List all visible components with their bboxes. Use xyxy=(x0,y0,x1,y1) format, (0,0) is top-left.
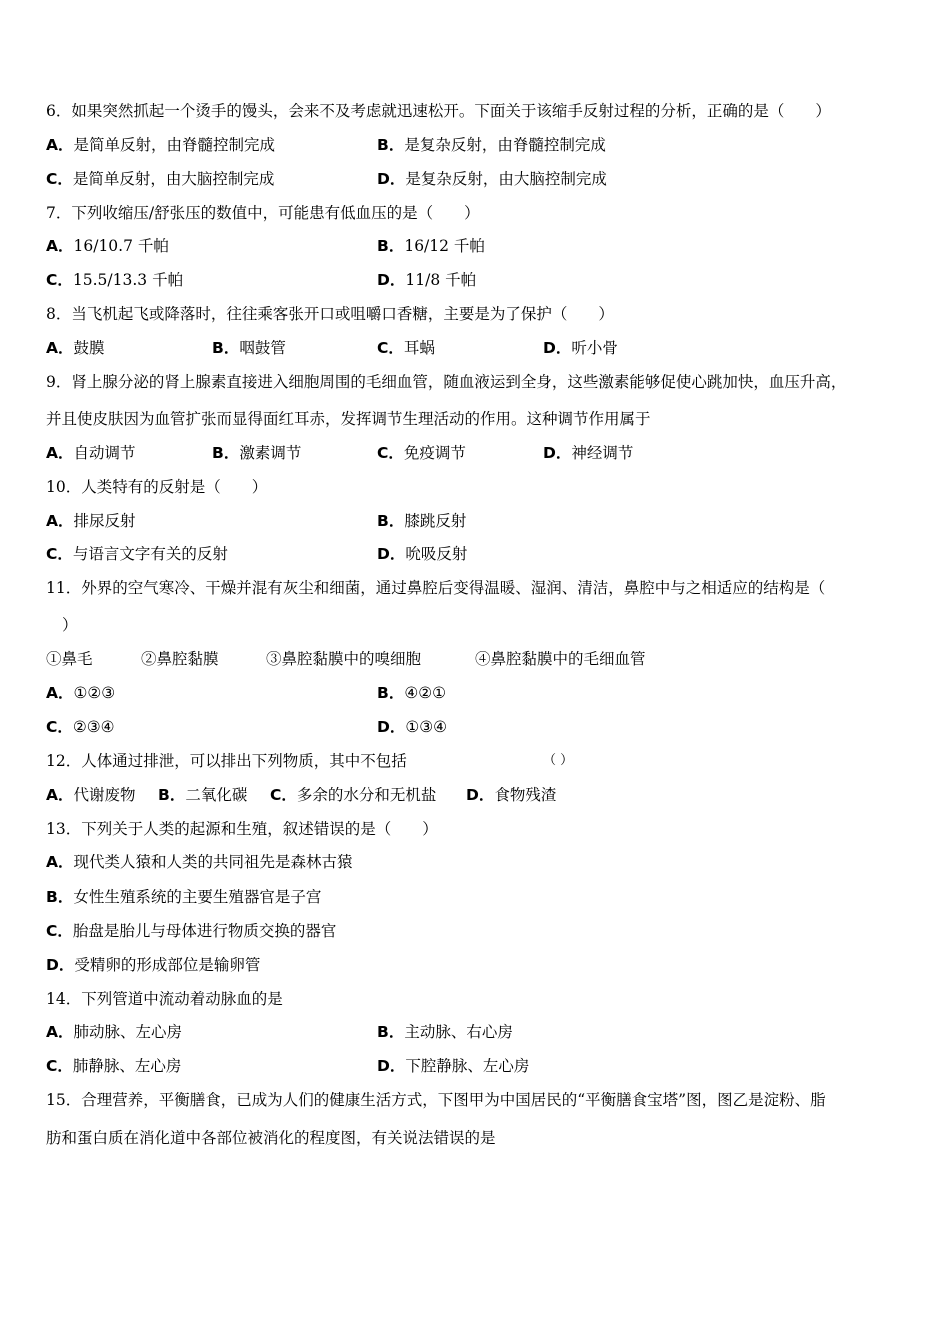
option-d xyxy=(377,1055,529,1077)
question-12-stem xyxy=(46,750,910,772)
option-a xyxy=(46,682,115,704)
question-11-items xyxy=(46,648,910,670)
option-letter: C． xyxy=(377,339,404,357)
option-text: 女性生殖系统的主要生殖器官是子宫 xyxy=(73,888,322,906)
option-letter: D． xyxy=(377,545,406,563)
option-letter: D． xyxy=(46,956,75,974)
option-letter: B． xyxy=(212,339,240,357)
option-text: 二氧化碳 xyxy=(185,786,248,804)
question-text: 7．下列收缩压/舒张压的数值中，可能患有低血压的是（ ） xyxy=(46,204,480,222)
question-text: 肪和蛋白质在消化道中各部位被消化的程度图，有关说法错误的是 xyxy=(46,1129,496,1147)
option-text: 是简单反射，由脊髓控制完成 xyxy=(73,136,276,154)
option-c xyxy=(46,269,183,291)
option-letter: A． xyxy=(46,853,74,871)
option-text: 耳蜗 xyxy=(403,339,435,357)
question-text: 15．合理营养，平衡膳食，已成为人们的健康生活方式，下图甲为中国居民的“平衡膳食宝塔”图，图乙是淀粉、脂 xyxy=(46,1091,826,1109)
option-text: 15.5/13.3 千帕 xyxy=(72,271,184,289)
option-letter: C． xyxy=(46,718,73,736)
option-letter: C． xyxy=(377,444,404,462)
option-letter: A． xyxy=(46,339,74,357)
question-15-stem-cont xyxy=(46,1127,910,1149)
option-text: 胎盘是胎儿与母体进行物质交换的器官 xyxy=(72,922,337,940)
option-text: 鼓膜 xyxy=(73,339,105,357)
question-11-options-row-1 xyxy=(46,682,910,704)
question-13-option-b xyxy=(46,886,910,908)
option-text: 咽鼓管 xyxy=(239,339,286,357)
option-b xyxy=(377,235,485,257)
option-letter: D． xyxy=(377,271,406,289)
option-a xyxy=(46,1021,182,1043)
option-c xyxy=(270,784,436,806)
option-d xyxy=(377,716,447,738)
option-text: 是简单反射，由大脑控制完成 xyxy=(72,170,275,188)
option-letter: B． xyxy=(212,444,240,462)
question-text: 6．如果突然抓起一个烫手的馒头，会来不及考虑就迅速松开。下面关于该缩手反射过程的分析，正确的是（ ） xyxy=(46,102,831,120)
option-b xyxy=(158,784,247,806)
option-letter: D． xyxy=(466,786,495,804)
option-letter: D． xyxy=(377,170,406,188)
option-letter: C． xyxy=(46,922,73,940)
option-c xyxy=(377,337,435,359)
option-b xyxy=(377,134,606,156)
option-b xyxy=(212,442,301,464)
question-10-options-row-2 xyxy=(46,543,910,565)
question-15-stem xyxy=(46,1089,910,1111)
option-text: ①②③ xyxy=(73,684,116,702)
question-7-options-row-2 xyxy=(46,269,910,291)
option-letter: C． xyxy=(270,786,297,804)
option-letter: A． xyxy=(46,512,74,530)
option-text: ②③④ xyxy=(72,718,115,736)
option-letter: D． xyxy=(377,718,406,736)
option-text: 与语言文字有关的反射 xyxy=(72,545,228,563)
option-a xyxy=(46,235,169,257)
question-text: 12．人体通过排泄，可以排出下列物质，其中不包括 xyxy=(46,752,407,770)
question-text: 9．肾上腺分泌的肾上腺素直接进入细胞周围的毛细血管，随血液运到全身，这些激素能够促使心跳加快，血压升高， xyxy=(46,373,847,391)
item-3: ③鼻腔黏膜中的嗅细胞 xyxy=(266,650,422,668)
option-d xyxy=(543,337,618,359)
option-d xyxy=(377,269,476,291)
option-letter: B． xyxy=(377,136,405,154)
option-b xyxy=(377,1021,513,1043)
option-a xyxy=(46,134,275,156)
option-c xyxy=(46,716,115,738)
question-13-option-c xyxy=(46,920,910,942)
option-text: 食物残渣 xyxy=(494,786,557,804)
option-a xyxy=(46,784,136,806)
question-13-option-a xyxy=(46,851,910,873)
question-12-options-row xyxy=(46,784,910,806)
question-text: ） xyxy=(62,616,78,634)
option-letter: B． xyxy=(377,237,405,255)
option-text: 膝跳反射 xyxy=(404,512,467,530)
option-text: 肺静脉、左心房 xyxy=(72,1057,182,1075)
question-11-options-row-2 xyxy=(46,716,910,738)
option-letter: A． xyxy=(46,444,74,462)
question-6-options-row-1 xyxy=(46,134,910,156)
option-letter: D． xyxy=(543,444,572,462)
option-text: 主动脉、右心房 xyxy=(404,1023,513,1041)
option-letter: A． xyxy=(46,684,74,702)
option-text: 排尿反射 xyxy=(73,512,136,530)
option-text: 是复杂反射，由脊髓控制完成 xyxy=(404,136,606,154)
option-letter: B． xyxy=(377,512,405,530)
option-text: 肺动脉、左心房 xyxy=(73,1023,183,1041)
question-7-stem xyxy=(46,202,910,224)
option-b xyxy=(212,337,286,359)
question-9-options-row xyxy=(46,442,910,464)
option-a xyxy=(46,337,105,359)
option-text: 现代类人猿和人类的共同祖先是森林古猿 xyxy=(73,853,353,871)
option-letter: B． xyxy=(377,684,405,702)
option-text: ①③④ xyxy=(405,718,448,736)
question-text: 11．外界的空气寒冷、干燥并混有灰尘和细菌，通过鼻腔后变得温暖、湿润、清洁，鼻腔中与之相适应的结构是（ xyxy=(46,579,826,597)
option-c xyxy=(46,1055,181,1077)
option-text: 吮吸反射 xyxy=(405,545,468,563)
question-13-stem xyxy=(46,818,910,840)
option-text: 受精卵的形成部位是输卵管 xyxy=(74,956,261,974)
question-7-options-row-1 xyxy=(46,235,910,257)
option-letter: A． xyxy=(46,136,74,154)
question-text: 14．下列管道中流动着动脉血的是 xyxy=(46,990,283,1008)
option-text: ④②① xyxy=(404,684,447,702)
option-d xyxy=(377,543,467,565)
question-14-options-row-1 xyxy=(46,1021,910,1043)
answer-paren: （ ） xyxy=(543,753,574,768)
option-text: 免疫调节 xyxy=(403,444,466,462)
item-4: ④鼻腔黏膜中的毛细血管 xyxy=(475,650,646,668)
question-text: 8．当飞机起飞或降落时，往往乘客张开口或咀嚼口香糖，主要是为了保护（ ） xyxy=(46,305,614,323)
question-10-options-row-1 xyxy=(46,510,910,532)
question-14-stem xyxy=(46,988,910,1010)
question-8-options-row xyxy=(46,337,910,359)
option-text: 代谢废物 xyxy=(73,786,136,804)
option-text: 16/12 千帕 xyxy=(404,237,485,255)
question-10-stem xyxy=(46,476,910,498)
option-text: 下腔静脉、左心房 xyxy=(405,1057,530,1075)
question-text: 10．人类特有的反射是（ ） xyxy=(46,478,268,496)
option-letter: C． xyxy=(46,271,73,289)
option-text: 16/10.7 千帕 xyxy=(73,237,169,255)
question-11-stem-cont xyxy=(62,614,910,636)
option-a xyxy=(46,442,136,464)
question-13-option-d xyxy=(46,954,910,976)
option-letter: A． xyxy=(46,786,74,804)
question-9-stem xyxy=(46,371,910,393)
option-letter: B． xyxy=(46,888,74,906)
option-letter: C． xyxy=(46,545,73,563)
option-letter: B． xyxy=(377,1023,405,1041)
option-text: 多余的水分和无机盐 xyxy=(296,786,437,804)
option-letter: D． xyxy=(543,339,572,357)
option-text: 激素调节 xyxy=(239,444,302,462)
option-letter: A． xyxy=(46,1023,74,1041)
option-letter: C． xyxy=(46,1057,73,1075)
option-letter: A． xyxy=(46,237,74,255)
option-letter: C． xyxy=(46,170,73,188)
option-text: 11/8 千帕 xyxy=(405,271,477,289)
option-text: 听小骨 xyxy=(571,339,618,357)
question-11-stem xyxy=(46,577,910,599)
item-2: ②鼻腔黏膜 xyxy=(141,650,219,668)
item-1: ①鼻毛 xyxy=(46,650,93,668)
option-text: 神经调节 xyxy=(571,444,634,462)
question-6-stem xyxy=(46,100,910,122)
option-text: 是复杂反射，由大脑控制完成 xyxy=(405,170,607,188)
question-6-options-row-2 xyxy=(46,168,910,190)
option-b xyxy=(377,682,446,704)
option-letter: D． xyxy=(377,1057,406,1075)
option-d xyxy=(377,168,607,190)
question-9-stem-cont xyxy=(46,408,910,430)
question-14-options-row-2 xyxy=(46,1055,910,1077)
question-text: 并且使皮肤因为血管扩张而显得面红耳赤，发挥调节生理活动的作用。这种调节作用属于 xyxy=(46,410,651,428)
option-c xyxy=(46,543,228,565)
question-text: 13．下列关于人类的起源和生殖，叙述错误的是（ ） xyxy=(46,820,438,838)
option-d xyxy=(543,442,633,464)
question-8-stem xyxy=(46,303,910,325)
option-a xyxy=(46,510,136,532)
option-c xyxy=(46,168,274,190)
option-text: 自动调节 xyxy=(73,444,136,462)
option-letter: B． xyxy=(158,786,186,804)
option-c xyxy=(377,442,466,464)
option-d xyxy=(466,784,556,806)
option-b xyxy=(377,510,466,532)
